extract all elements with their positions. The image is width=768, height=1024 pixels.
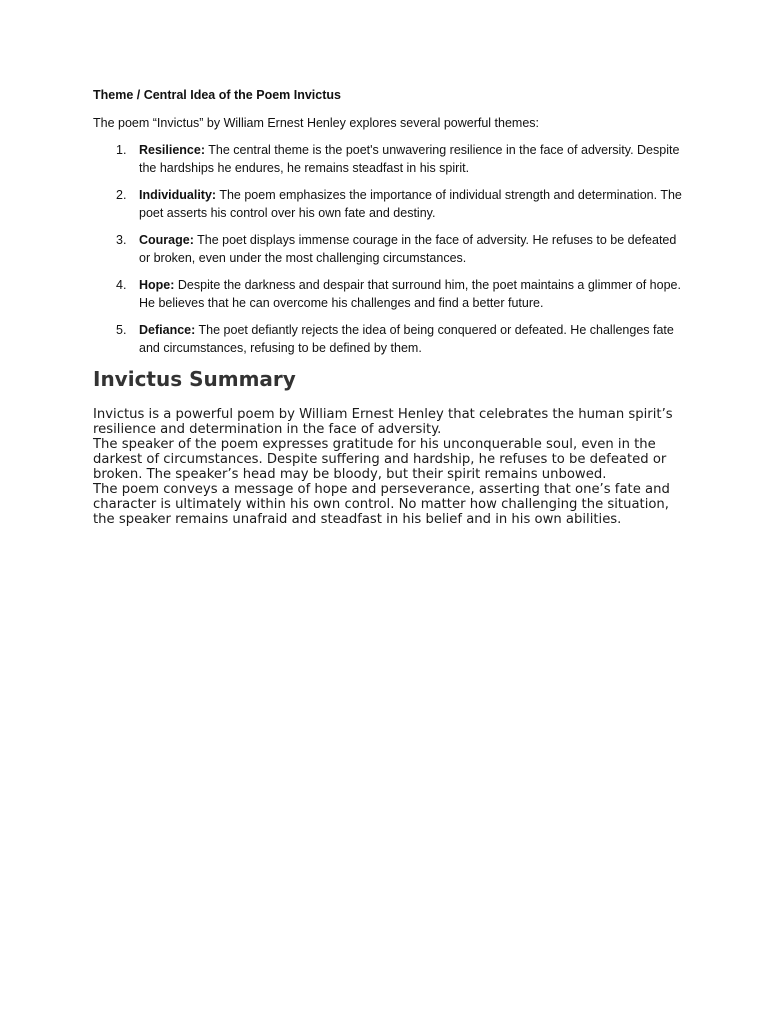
theme-item-hope (93, 277, 683, 312)
theme-item-resilience (93, 142, 683, 177)
theme-item-defiance (93, 322, 683, 357)
theme-term: Resilience: (139, 143, 206, 157)
list-number: 5. (116, 323, 127, 337)
theme-item-individuality (93, 187, 683, 222)
summary-paragraph: The poem conveys a message of hope and perseverance, asserting that one’s fate and character is ultimately within his own control. No matter how challenging the situation, the speaker remains unafraid and steadfast in his belief and in his own abilities. (93, 482, 670, 527)
list-number: 2. (116, 188, 127, 202)
theme-term: Individuality: (139, 188, 217, 202)
document-content (93, 87, 683, 527)
list-number: 1. (116, 143, 127, 157)
theme-text: The central theme is the poet's unwavering resilience in the face of adversity. Despite the hardships he endures, he remains steadfast in his spirit. (139, 143, 680, 175)
list-number: 3. (116, 233, 127, 247)
summary-paragraph: The speaker of the poem expresses gratitude for his unconquerable soul, even in the darkest of circumstances. Despite suffering and hardship, he refuses to be defeated or broken. The speaker’s head may be bloody, but their spirit remains unbowed. (93, 437, 667, 482)
theme-text: The poem emphasizes the importance of individual strength and determination. The poet asserts his control over his own fate and destiny. (139, 188, 682, 220)
summary-paragraph: Invictus is a powerful poem by William Ernest Henley that celebrates the human spirit’s resilience and determination in the face of adversity. (93, 407, 673, 437)
theme-text: The poet displays immense courage in the face of adversity. He refuses to be defeated or broken, even under the most challenging circumstances. (139, 233, 677, 265)
list-number: 4. (116, 278, 127, 292)
themes-list (93, 142, 683, 357)
theme-term: Defiance: (139, 323, 196, 337)
section-title: Theme / Central Idea of the Poem Invictus (93, 88, 341, 102)
theme-item-courage (93, 232, 683, 267)
theme-text: Despite the darkness and despair that surround him, the poet maintains a glimmer of hope. He believes that he can overcome his challenges and find a better future. (139, 278, 681, 310)
summary-heading: Invictus Summary (93, 367, 296, 391)
theme-term: Courage: (139, 233, 194, 247)
theme-term: Hope: (139, 278, 175, 292)
intro-paragraph: The poem “Invictus” by William Ernest Henley explores several powerful themes: (93, 116, 540, 130)
theme-text: The poet defiantly rejects the idea of being conquered or defeated. He challenges fate and circumstances, refusing to be defined by them. (139, 323, 674, 355)
